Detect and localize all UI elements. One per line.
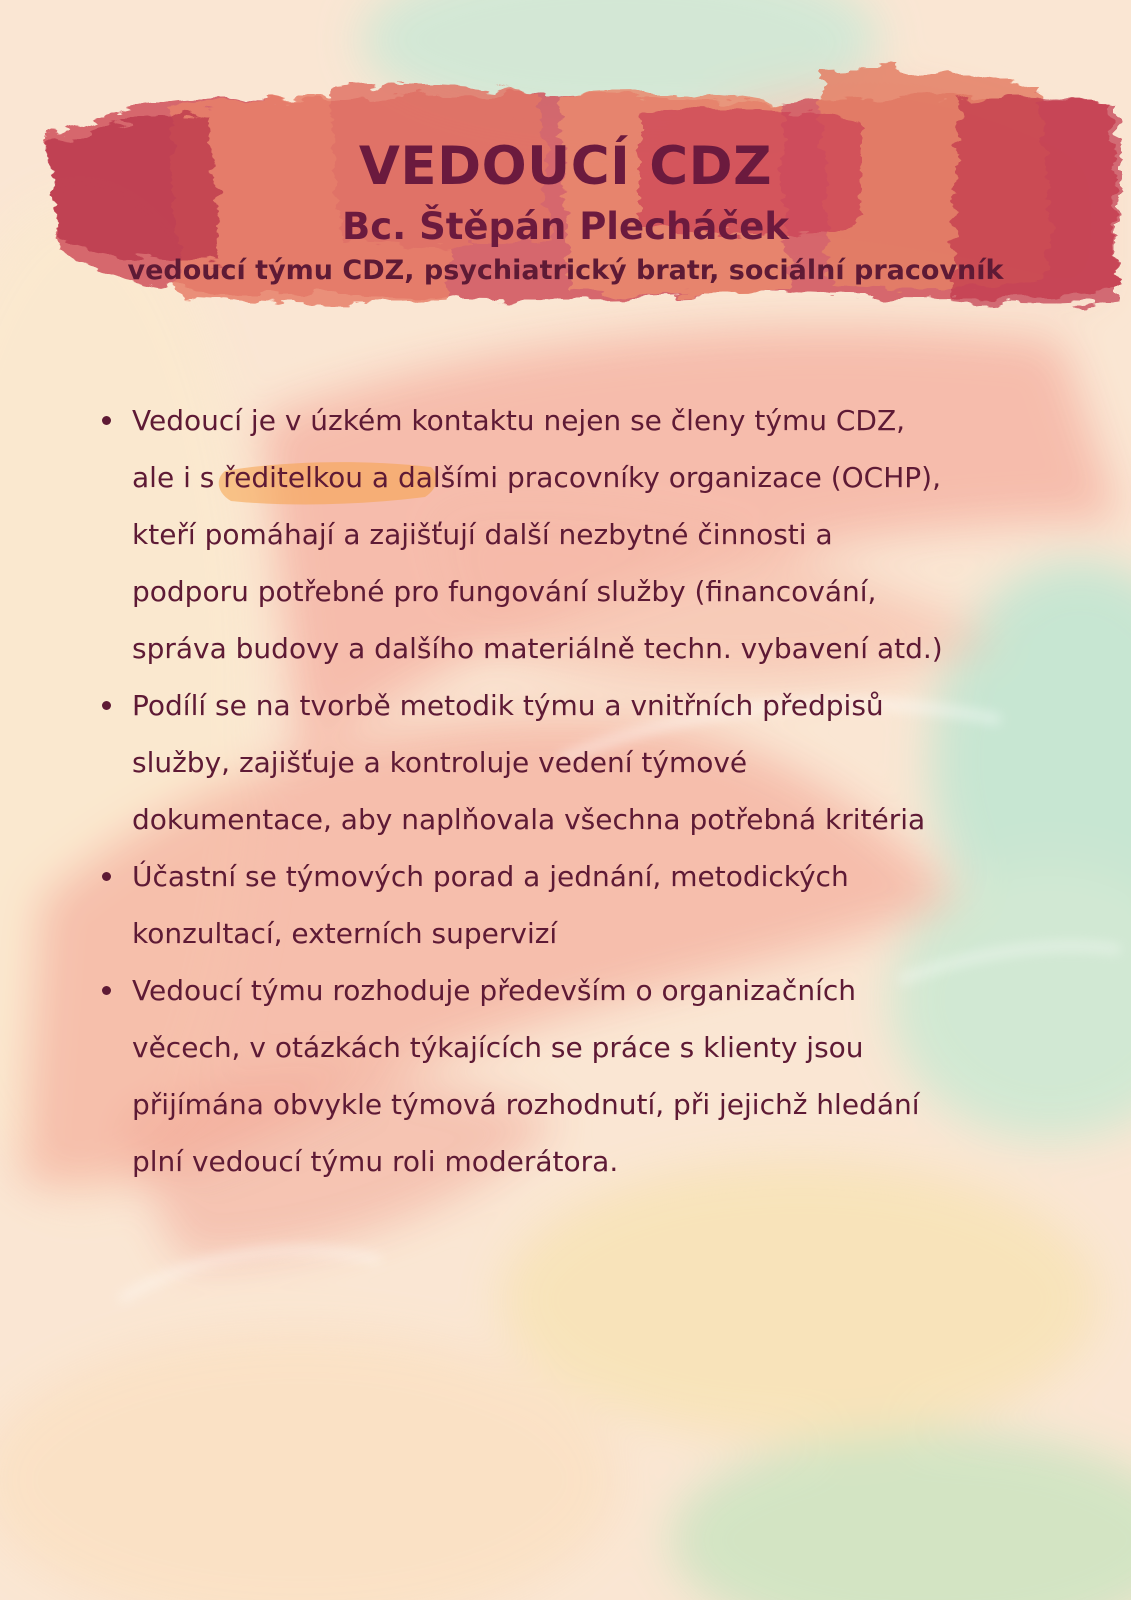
bullet-line: podporu potřebné pro fungování služby (financování,: [132, 575, 877, 608]
bullet-line: Vedoucí je v úzkém kontaktu nejen se členy týmu CDZ,: [132, 404, 906, 437]
bullet-list: [100, 392, 1060, 1190]
person-role: vedoucí týmu CDZ, psychiatrický bratr, sociální pracovník: [127, 255, 1004, 286]
bullet-line: služby, zajišťuje a kontroluje vedení týmové: [132, 746, 748, 779]
bullet-line: přijímána obvykle týmová rozhodnutí, při jejichž hledání: [132, 1088, 920, 1121]
bullet-item: [100, 848, 1060, 962]
bullet-line: věcech, v otázkách týkajících se práce s klienty jsou: [132, 1031, 864, 1064]
person-name: Bc. Štěpán Plecháček: [342, 205, 789, 248]
bullet-line: kteří pomáhají a zajišťují další nezbytné činnosti a: [132, 518, 833, 551]
page-title: VEDOUCÍ CDZ: [358, 136, 773, 197]
bullet-line: plní vedoucí týmu roli moderátora.: [132, 1145, 619, 1178]
highlighted-text: ředitelkou a: [223, 461, 389, 494]
bullet-line: ale i s: [132, 461, 224, 494]
bullet-line: dokumentace, aby naplňovala všechna potřebná kritéria: [132, 803, 926, 836]
bullet-line: Vedoucí týmu rozhoduje především o organizačních: [132, 974, 856, 1007]
bullet-item: [100, 677, 1060, 848]
bullet-line: dalšími pracovníky organizace (OCHP),: [389, 461, 941, 494]
bullet-line: Podílí se na tvorbě metodik týmu a vnitřních předpisů: [132, 689, 884, 722]
content-section: [100, 392, 1060, 1190]
bullet-line: Účastní se týmových porad a jednání, metodických: [132, 860, 849, 893]
bullet-item: [100, 962, 1060, 1190]
bullet-item: [100, 392, 1060, 677]
bullet-line: konzultací, externích supervizí: [132, 917, 558, 950]
bullet-line: správa budovy a dalšího materiálně techn. vybavení atd.): [132, 632, 943, 665]
header-banner: [0, 0, 1131, 330]
